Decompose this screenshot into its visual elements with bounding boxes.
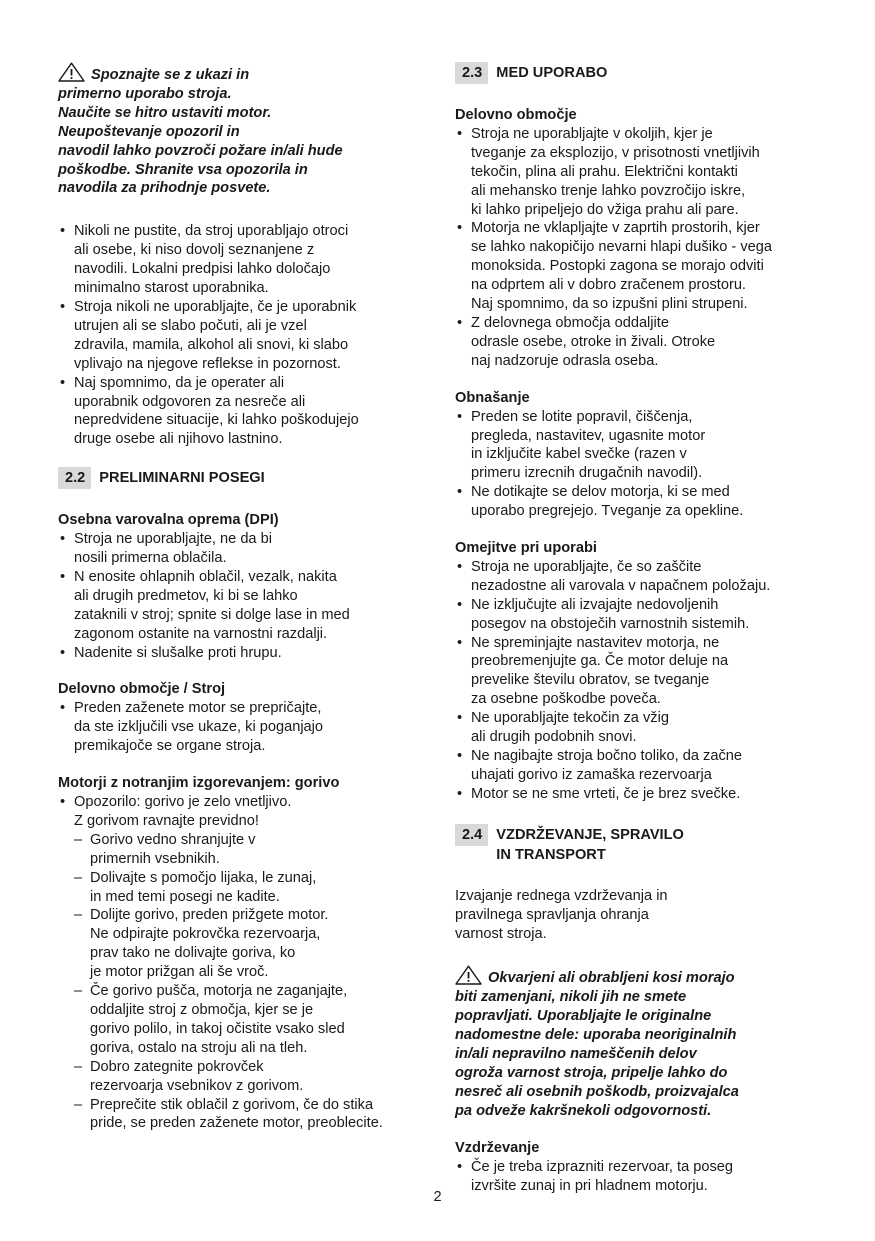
left-column <box>58 62 428 1133</box>
warning-icon <box>455 965 482 985</box>
line: zagonom ostanite na varnostni razdalji. <box>74 625 328 642</box>
line: primernih vsebnikih. <box>90 850 220 867</box>
section-heading-2-2 <box>58 467 428 489</box>
list-item <box>58 222 428 298</box>
line: Izvajanje rednega vzdrževanja in <box>455 887 668 904</box>
list-item <box>58 374 428 450</box>
line: pravilnega spravljanja ohranja <box>455 906 649 923</box>
line: • Nadenite si slušalke proti hrupu. <box>74 644 282 661</box>
line: uporabo pregrejejo. Tveganje za opekline. <box>471 503 744 520</box>
line: utrujen ali se slabo počuti, ali je vzel <box>74 317 307 334</box>
list-item <box>455 125 825 220</box>
line: ali mehansko trenje lahko povzročijo iskre, <box>471 182 746 199</box>
line: tveganje za eksplozijo, v prisotnosti vnetljivih <box>471 144 760 161</box>
list-item <box>455 785 825 804</box>
warning-line: popravljati. Uporabljajte le originalne <box>455 1008 712 1025</box>
subsection-title-work-area: Delovno območje / Stroj <box>58 681 226 698</box>
list-item <box>58 699 428 756</box>
fuel-list <box>58 793 428 1133</box>
line: vplivajo na njegove reflekse in pozornost. <box>74 355 341 372</box>
line: Z gorivom ravnajte previdno! <box>74 812 259 829</box>
warning-line: navodil lahko povzroči požare in/ali hude <box>58 142 343 159</box>
line: • Če je treba izprazniti rezervoar, ta poseg <box>471 1158 734 1175</box>
line: nezadostne ali varovala v napačnem položaju. <box>471 577 771 594</box>
line: prevelike številu obratov, se tveganje <box>471 672 710 689</box>
line: prav tako ne dolivajte goriva, ko <box>90 945 296 962</box>
list-item <box>455 314 825 371</box>
dash-item <box>74 1058 428 1096</box>
line: – Gorivo vedno shranjujte v <box>90 831 256 848</box>
line: izvršite zunaj in pri hladnem motorju. <box>471 1177 708 1194</box>
line: druge osebe ali njihovo lastnino. <box>74 431 283 448</box>
line: gorivo polilo, in takoj očistite vsako sled <box>90 1020 345 1037</box>
warning-icon <box>58 62 85 82</box>
line: preobremenjujte ga. Če motor deluje na <box>471 653 729 670</box>
line: • N enosite ohlapnih oblačil, vezalk, nakita <box>74 568 337 585</box>
section-title <box>496 824 684 865</box>
line: • Z delovnega območja oddaljite <box>471 314 669 331</box>
line: • Stroja ne uporabljajte v okoljih, kjer je <box>471 125 713 142</box>
title-line: IN TRANSPORT <box>496 846 606 863</box>
parts-warning <box>455 965 825 1120</box>
line: • Ne dotikajte se delov motorja, ki se med <box>471 484 730 501</box>
warning-line: primerno uporabo stroja. <box>58 85 232 102</box>
area-list <box>455 125 825 371</box>
list-item <box>58 793 428 1133</box>
section-title: MED UPORABO <box>496 65 608 81</box>
subsection-title-maintenance: Vzdrževanje <box>455 1139 540 1156</box>
line: • Motor se ne sme vrteti, če je brez svečke. <box>471 785 741 802</box>
warning-line: nesreč ali osebnih poškodb, proizvajalca <box>455 1083 739 1100</box>
title-line: VZDRŽEVANJE, SPRAVILO <box>496 826 684 843</box>
work-area-list <box>58 699 428 756</box>
behavior-list <box>455 408 825 521</box>
line: posegov na obstoječih varnostnih sistemih. <box>471 615 750 632</box>
dash-item <box>74 831 428 869</box>
list-item <box>455 219 825 314</box>
line: • Ne izključujte ali izvajajte nedovoljenih <box>471 596 719 613</box>
section-number: 2.2 <box>58 467 91 489</box>
dpi-list <box>58 530 428 662</box>
line: ali osebe, ki niso dovolj seznanjene z <box>74 242 315 259</box>
line: pride, se preden zaženete motor, preoblecite. <box>90 1115 383 1132</box>
line: • Motorja ne vklapljajte v zaprtih prostorih, kjer <box>471 220 760 237</box>
list-item <box>58 298 428 374</box>
section-heading-2-4 <box>455 824 825 865</box>
line: naj nadzoruje odrasla oseba. <box>471 352 659 369</box>
line: uporabnik odgovoren za nesreče ali <box>74 393 306 410</box>
line: in izključite kabel svečke (razen v <box>471 446 687 463</box>
warning-line: Naučite se hitro ustaviti motor. <box>58 104 272 121</box>
warning-line: nadomestne dele: uporaba neoriginalnih <box>455 1027 737 1044</box>
line: • Stroja ne uporabljajte, če so zaščite <box>471 558 702 575</box>
line: navodili. Lokalni predpisi lahko določajo <box>74 261 331 278</box>
line: pregleda, nastavitev, ugasnite motor <box>471 427 706 444</box>
line: • Opozorilo: gorivo je zelo vnetljivo. <box>74 794 292 810</box>
safety-warning <box>58 62 428 198</box>
line: tekočin, plina ali prahu. Električni kontakti <box>471 163 738 180</box>
general-safety-list <box>58 222 428 449</box>
subsection-title-behavior: Obnašanje <box>455 389 530 406</box>
line: zataknili v stroj; spnite si dolge lase in med <box>74 606 350 623</box>
line: primeru izrecnih drugačnih navodil). <box>471 465 703 482</box>
list-item <box>58 644 428 663</box>
warning-line: in/ali nepravilno nameščenih delov <box>455 1046 697 1063</box>
dash-item <box>74 982 428 1058</box>
line: goriva, ostalo na stroju ali na tleh. <box>90 1039 308 1056</box>
line: • Nikoli ne pustite, da stroj uporabljajo otroci <box>74 223 349 240</box>
line: – Dobro zategnite pokrovček <box>90 1058 264 1075</box>
line: varnost stroja. <box>455 925 547 942</box>
list-item <box>455 596 825 634</box>
section-number: 2.4 <box>455 824 488 846</box>
line: oddaljite stroj z območja, kjer se je <box>90 1001 314 1018</box>
list-item <box>455 483 825 521</box>
line: za osebne poškodbe poveča. <box>471 691 661 708</box>
warning-line: navodila za prihodnje posvete. <box>58 180 271 197</box>
warning-line: poškodbe. Shranite vsa opozorila in <box>58 161 308 178</box>
line: se lahko nakopičijo nevarni hlapi dušiko - vega <box>471 239 772 256</box>
line: • Stroja ne uporabljajte, ne da bi <box>74 531 272 548</box>
list-item <box>455 558 825 596</box>
line: premikajoče se organe stroja. <box>74 738 266 755</box>
line: zdravila, mamila, alkohol ali snovi, ki slabo <box>74 336 349 353</box>
line: • Ne uporabljajte tekočin za vžig <box>471 710 669 727</box>
dash-item <box>74 1096 428 1134</box>
subsection-title-dpi: Osebna varovalna oprema (DPI) <box>58 512 279 529</box>
line: • Stroja nikoli ne uporabljajte, če je uporabnik <box>74 298 357 315</box>
section-number: 2.3 <box>455 62 488 84</box>
warning-line: Spoznajte se z ukazi in <box>91 67 250 83</box>
dash-item <box>74 906 428 982</box>
line: minimalno starost uporabnika. <box>74 280 269 297</box>
line: • Ne nagibajte stroja bočno toliko, da začne <box>471 748 742 764</box>
section-heading-2-3 <box>455 62 825 84</box>
line: Ne odpirajte pokrovčka rezervoarja, <box>90 926 321 943</box>
line: monoksida. Postopki zagona se morajo odviti <box>471 258 764 275</box>
line: – Preprečite stik oblačil z gorivom, če do stika <box>90 1096 374 1113</box>
list-item <box>455 709 825 747</box>
line: rezervoarja vsebnikov z gorivom. <box>90 1077 304 1094</box>
line: na odprtem ali v dobro zračenem prostoru. <box>471 277 746 294</box>
subsection-title-area: Delovno območje <box>455 107 577 123</box>
line: • Ne spreminjajte nastavitev motorja, ne <box>471 634 720 651</box>
line: odrasle osebe, otroke in živali. Otroke <box>471 333 716 350</box>
subsection-title-limits: Omejitve pri uporabi <box>455 540 597 557</box>
maintenance-intro <box>455 887 825 944</box>
line: nosili primerna oblačila. <box>74 550 227 567</box>
list-item <box>58 530 428 568</box>
list-item <box>455 408 825 484</box>
line: da ste izključili vse ukaze, ki poganjajo <box>74 719 324 736</box>
line: Naj spomnimo, da so izpušni plini strupeni. <box>471 296 748 313</box>
warning-line: pa odveže kakršnekoli odgovornosti. <box>455 1102 712 1119</box>
line: – Če gorivo pušča, motorja ne zaganjajte, <box>90 983 348 1000</box>
list-item <box>455 634 825 710</box>
line: • Preden se lotite popravil, čiščenja, <box>471 408 693 425</box>
warning-line: Okvarjeni ali obrabljeni kosi morajo <box>488 970 735 987</box>
line: ki lahko pripeljejo do vžiga prahu ali pare. <box>471 201 739 218</box>
subsection-title-fuel: Motorji z notranjim izgorevanjem: gorivo <box>58 775 340 792</box>
line: je motor prižgan ali še vroč. <box>90 964 269 981</box>
list-item <box>58 568 428 644</box>
page-number: 2 <box>433 1189 442 1205</box>
warning-line: ogroža varnost stroja, pripelje lahko do <box>455 1064 728 1081</box>
limits-list <box>455 558 825 804</box>
line: – Dolivajte s pomočjo lijaka, le zunaj, <box>90 869 317 886</box>
line: • Naj spomnimo, da je operater ali <box>74 374 285 391</box>
line: – Dolijte gorivo, preden prižgete motor. <box>90 907 329 924</box>
list-item <box>455 747 825 785</box>
warning-line: biti zamenjani, nikoli jih ne smete <box>455 989 687 1006</box>
warning-line: Neupoštevanje opozoril in <box>58 123 240 140</box>
fuel-dash-list <box>74 831 428 1134</box>
dash-item <box>74 869 428 907</box>
line: ali drugih predmetov, ki bi se lahko <box>74 587 298 604</box>
right-column <box>455 62 825 1195</box>
line: uhajati gorivo iz zamaška rezervoarja <box>471 766 712 783</box>
line: • Preden zaženete motor se prepričajte, <box>74 700 322 717</box>
section-title: PRELIMINARNI POSEGI <box>99 470 265 487</box>
line: nepredvidene situacije, ki lahko poškodujejo <box>74 412 359 429</box>
line: ali drugih podobnih snovi. <box>471 729 637 746</box>
line: in med temi posegi ne kadite. <box>90 888 280 905</box>
